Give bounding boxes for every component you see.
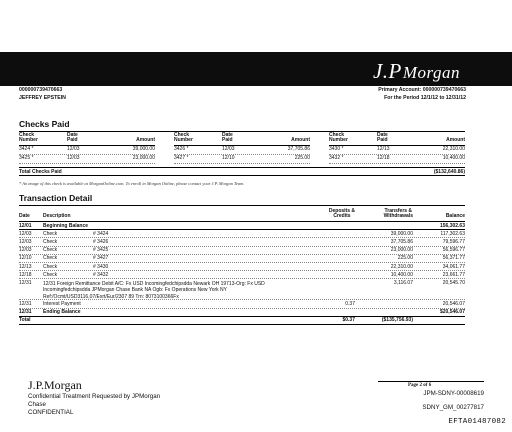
tx-date: 12/31 bbox=[19, 309, 32, 316]
tx-check-number: # 3427 bbox=[93, 255, 109, 262]
tx-date: 12/03 bbox=[19, 247, 32, 254]
tx-description: Check bbox=[43, 247, 58, 254]
check-number: 3430 * bbox=[329, 146, 344, 153]
bates-number-1: JPM-SDNY-00008619 bbox=[423, 389, 484, 397]
tx-date: 12/10 bbox=[19, 255, 32, 262]
bates-number-2: SDNY_GM_00277817 bbox=[422, 404, 484, 412]
check-number: 3427 * bbox=[174, 155, 189, 162]
check-row bbox=[329, 146, 465, 155]
tx-balance: 20,546.07 bbox=[442, 300, 465, 307]
check-amount: 22,310.00 bbox=[442, 146, 465, 153]
check-group-header bbox=[174, 132, 310, 146]
transaction-row bbox=[19, 238, 465, 246]
tx-date: 12/31 bbox=[19, 279, 32, 286]
transaction-row bbox=[19, 230, 465, 238]
header-amount: Amount bbox=[291, 137, 310, 144]
account-info-left bbox=[19, 88, 66, 104]
tx-balance: 34,061.77 bbox=[442, 263, 465, 270]
tx-balance: 56,596.77 bbox=[442, 247, 465, 254]
check-amount: 10,400.00 bbox=[442, 155, 465, 162]
check-row bbox=[329, 155, 465, 164]
tx-balance: 156,302.63 bbox=[439, 222, 465, 229]
check-group-header bbox=[19, 132, 155, 146]
tx-withdrawal: ($135,756.93) bbox=[381, 317, 413, 324]
tx-description: Check bbox=[43, 263, 58, 270]
tx-withdrawal: 10,400.00 bbox=[390, 271, 413, 278]
check-date: 12/18 bbox=[377, 155, 390, 162]
tx-date: 12/03 bbox=[19, 230, 32, 237]
footer-line2: Chase bbox=[28, 401, 46, 409]
account-info-right bbox=[378, 88, 466, 104]
check-row bbox=[19, 146, 155, 155]
tx-description: Check bbox=[43, 238, 58, 245]
page-number: Page 2 of 6 bbox=[378, 381, 484, 390]
tx-balance: 79,596.77 bbox=[442, 238, 465, 245]
header-amount: Amount bbox=[136, 137, 155, 144]
check-number: 3426 * bbox=[174, 146, 189, 153]
header-date-paid: Date Paid bbox=[67, 131, 78, 144]
check-row bbox=[174, 146, 310, 155]
check-group bbox=[329, 132, 465, 164]
tx-date: 12/31 bbox=[19, 300, 32, 307]
tx-check-number: # 3432 bbox=[93, 271, 109, 278]
transaction-detail-title: Transaction Detail bbox=[19, 193, 93, 203]
check-group bbox=[174, 132, 310, 164]
check-amount: 225.00 bbox=[294, 155, 310, 162]
tx-description: Interest Payment bbox=[43, 300, 81, 307]
check-number: 3432 * bbox=[329, 155, 344, 162]
total-checks-paid-row bbox=[19, 167, 465, 176]
efta-number: EFTA01487082 bbox=[448, 418, 506, 426]
checks-paid-title: Checks Paid bbox=[19, 119, 70, 129]
transaction-row bbox=[19, 317, 465, 325]
check-date: 12/03 bbox=[222, 146, 235, 153]
header-balance: Balance bbox=[445, 213, 465, 220]
tx-description: Beginning Balance bbox=[43, 222, 89, 229]
tx-date: 12/18 bbox=[19, 271, 32, 278]
header-check-number: Check Number bbox=[19, 131, 38, 144]
tx-date: 12/13 bbox=[19, 263, 32, 270]
total-checks-amount: ($132,640.86) bbox=[433, 168, 465, 175]
tx-withdrawal: 37,705.86 bbox=[390, 238, 413, 245]
account-holder: JEFFREY EPSTEIN bbox=[19, 94, 66, 101]
header-description: Description bbox=[43, 213, 71, 220]
transaction-header-row bbox=[19, 206, 465, 222]
jpmorgan-footer-logo: J.P.Morgan bbox=[28, 378, 82, 392]
tx-description: Check bbox=[43, 255, 58, 262]
check-row bbox=[174, 155, 310, 164]
header-band bbox=[0, 52, 512, 86]
header-deposits: Deposits & Credits bbox=[328, 207, 355, 220]
tx-date: 12/01 bbox=[19, 222, 32, 229]
transaction-row bbox=[19, 300, 465, 308]
tx-description: 12/31 Foreign Remittance Debit A/C: Fx USD Incomingfedchipsdda Newark OH 19713-Org: Fx USD Incomingfedchipsdda JPMorgan Chase Bank NA Ogb: Fx Operations New York NY Ref:/Ocmt/USD3116,07/Exrt/Eur/2307 89 Trn: 8073100366Fx bbox=[43, 280, 265, 300]
transaction-table bbox=[19, 206, 465, 325]
tx-description: Ending Balance bbox=[43, 309, 81, 316]
tx-date: Total bbox=[19, 317, 31, 324]
header-withdrawals: Transfers & Withdrawals bbox=[383, 207, 413, 220]
total-checks-label: Total Checks Paid bbox=[19, 168, 62, 175]
header-date-paid: Date Paid bbox=[222, 131, 233, 144]
check-date: 12/13 bbox=[377, 146, 390, 153]
tx-description: Check bbox=[43, 230, 58, 237]
transaction-row bbox=[19, 263, 465, 271]
check-group-header bbox=[329, 132, 465, 146]
tx-check-number: # 3430 bbox=[93, 263, 109, 270]
tx-check-number: # 3426 bbox=[93, 238, 109, 245]
transaction-row bbox=[19, 247, 465, 255]
header-check-number: Check Number bbox=[329, 131, 348, 144]
check-date: 12/10 bbox=[222, 155, 235, 162]
tx-balance: 23,661.77 bbox=[442, 271, 465, 278]
header-date-paid: Date Paid bbox=[377, 131, 388, 144]
tx-withdrawal: 23,000.00 bbox=[390, 247, 413, 254]
check-amount: 23,000.00 bbox=[132, 155, 155, 162]
tx-balance: 20,545.70 bbox=[442, 279, 465, 286]
tx-deposit: 0.37 bbox=[345, 300, 355, 307]
tx-check-number: # 3424 bbox=[93, 230, 109, 237]
tx-balance: 56,371.77 bbox=[442, 255, 465, 262]
header-date: Date bbox=[19, 213, 30, 220]
header-amount: Amount bbox=[446, 137, 465, 144]
check-number: 3424 * bbox=[19, 146, 34, 153]
jpmorgan-signature-logo: J.PMorgan bbox=[372, 59, 460, 83]
check-amount: 37,705.86 bbox=[287, 146, 310, 153]
footer-confidential bbox=[28, 393, 160, 417]
check-row bbox=[19, 155, 155, 164]
check-image-note: * An image of this check is available at MorganOnline.com. To enroll in Morgan Online, please contact your J.P. Morgan Team. bbox=[19, 181, 245, 186]
transaction-row bbox=[19, 279, 465, 300]
transaction-row bbox=[19, 271, 465, 279]
header-check-number: Check Number bbox=[174, 131, 193, 144]
tx-balance: $20,546.07 bbox=[439, 309, 465, 316]
tx-check-number: # 3425 bbox=[93, 247, 109, 254]
tx-deposit: $0.37 bbox=[342, 317, 355, 324]
tx-date: 12/03 bbox=[19, 238, 32, 245]
tx-withdrawal: 39,000.00 bbox=[390, 230, 413, 237]
transaction-row bbox=[19, 309, 465, 317]
tx-balance: 117,302.63 bbox=[440, 230, 465, 237]
check-date: 12/03 bbox=[67, 146, 80, 153]
check-number: 3425 * bbox=[19, 155, 34, 162]
tx-withdrawal: 22,310.00 bbox=[390, 263, 413, 270]
check-group bbox=[19, 132, 155, 164]
account-number: 000000739470663 bbox=[19, 87, 63, 93]
primary-account: Primary Account: 000000739470663 bbox=[378, 87, 466, 93]
check-amount: 39,000.00 bbox=[132, 146, 155, 153]
transaction-row bbox=[19, 255, 465, 263]
transaction-row bbox=[19, 222, 465, 230]
footer-line3: CONFIDENTIAL bbox=[28, 409, 74, 417]
check-date: 12/03 bbox=[67, 155, 80, 162]
tx-withdrawal: 225.00 bbox=[397, 255, 413, 262]
footer-line1: Confidential Treatment Requested by JPMorgan bbox=[28, 393, 161, 400]
tx-withdrawal: 3,116.07 bbox=[393, 279, 413, 286]
footer-bates bbox=[378, 381, 484, 412]
tx-description: Check bbox=[43, 271, 58, 278]
statement-period: For the Period 12/1/12 to 12/31/12 bbox=[384, 94, 466, 101]
